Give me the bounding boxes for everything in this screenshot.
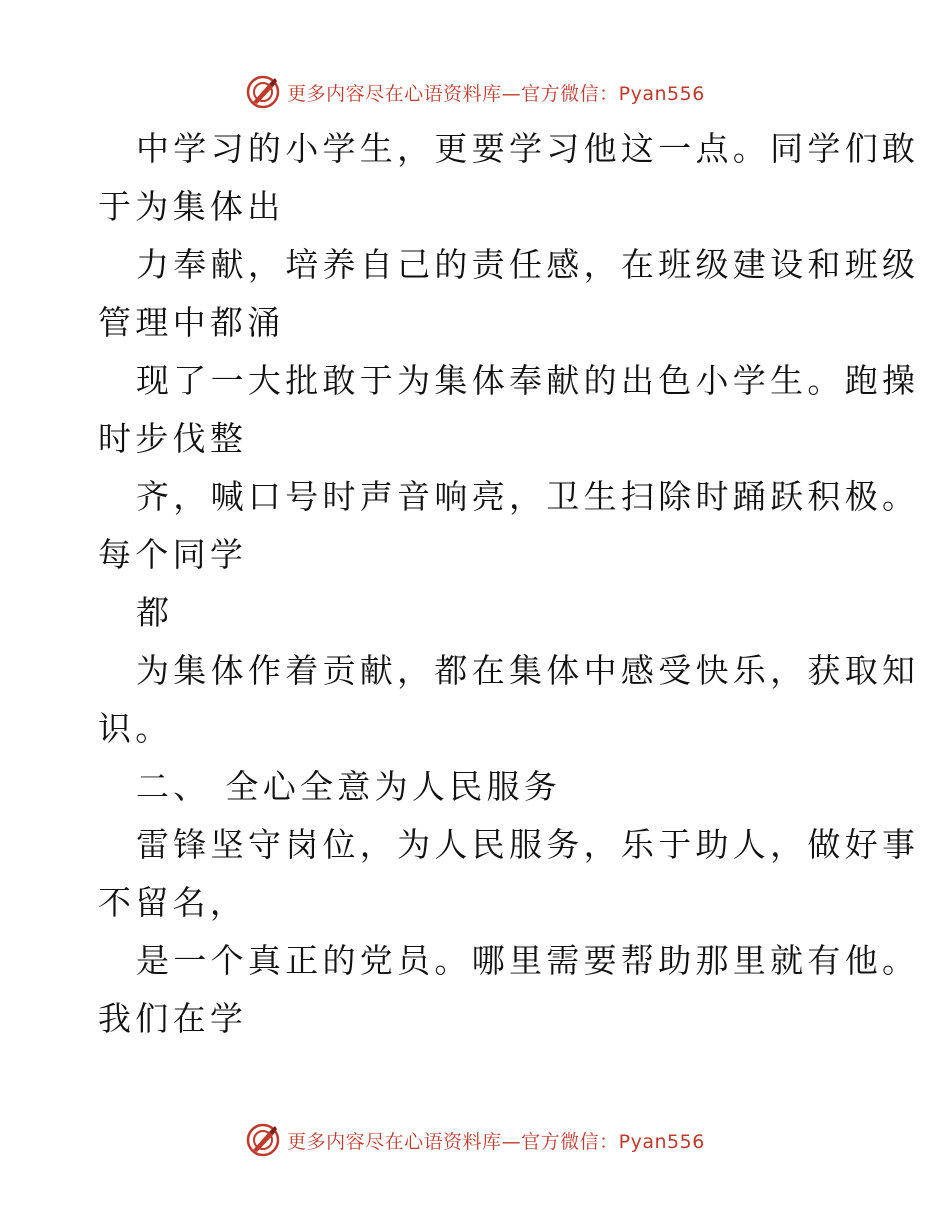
text-line: 力奉献，培养自己的责任感，在班级建设和班级: [136, 245, 920, 284]
pen-logo-icon: [245, 1122, 281, 1158]
text-line: 每个同学: [98, 535, 248, 574]
text-line: 雷锋坚守岗位，为人民服务，乐于助人，做好事: [136, 825, 920, 864]
header-banner: [0, 72, 950, 112]
text-line: 时步伐整: [98, 419, 248, 458]
footer-banner-text: 更多内容尽在心语资料库—官方微信：Pyan556: [287, 1130, 705, 1153]
text-line: 管理中都涌: [98, 303, 285, 342]
header-banner-text: 更多内容尽在心语资料库—官方微信：Pyan556: [287, 82, 705, 105]
section-heading: 二、 全心全意为人民服务: [136, 767, 562, 806]
pen-logo-icon: [245, 74, 281, 110]
text-line: 是一个真正的党员。哪里需要帮助那里就有他。: [136, 941, 920, 980]
text-line: 中学习的小学生，更要学习他这一点。同学们敢: [136, 129, 920, 168]
text-line: 都: [136, 593, 174, 632]
text-line: 识。: [98, 709, 173, 748]
text-line: 现了一大批敢于为集体奉献的出色小学生。跑操: [136, 361, 920, 400]
document-body: [98, 120, 920, 1048]
text-line: 我们在学: [98, 999, 248, 1038]
text-line: 不留名，: [98, 883, 248, 922]
text-line: 于为集体出: [98, 187, 285, 226]
text-line: 为集体作着贡献，都在集体中感受快乐，获取知: [136, 651, 920, 690]
text-line: 齐，喊口号时声音响亮，卫生扫除时踊跃积极。: [136, 477, 920, 516]
footer-banner: [0, 1120, 950, 1160]
